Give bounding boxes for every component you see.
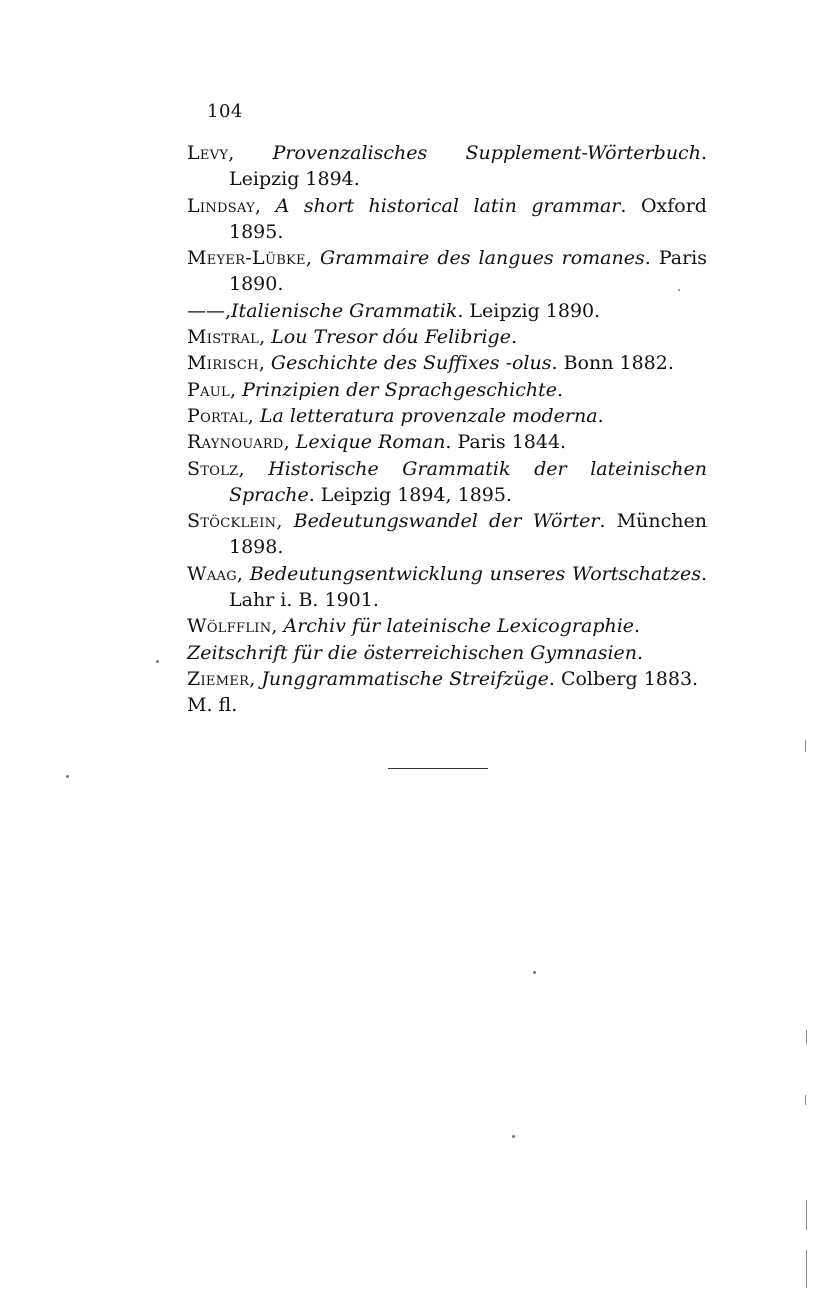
entry-title: La letteratura provenzale moderna — [259, 404, 598, 427]
entry-details: . — [597, 404, 604, 427]
entry-separator: , — [238, 457, 269, 480]
entry-author: Mirisch — [187, 352, 259, 375]
entry-title: Geschichte des Suffixes -olus — [270, 352, 552, 375]
bib-entry-lindsay — [187, 193, 707, 246]
bib-entry-meyer-luebke — [187, 245, 707, 298]
entry-author: Levy — [187, 142, 229, 164]
entry-details: M. fl. — [187, 694, 238, 717]
bib-entry-stolz — [187, 456, 707, 509]
entry-author: Wölfflin — [187, 615, 272, 638]
entry-author: Stolz — [187, 457, 239, 480]
entry-title: Junggrammatische Streifzüge — [261, 667, 549, 690]
bib-entry-woelfflin — [187, 613, 707, 639]
entry-separator: , — [305, 247, 320, 270]
scan-speck — [678, 289, 680, 291]
entry-title: Bedeutungswandel der Wörter — [293, 510, 600, 533]
entry-title: Archiv für lateinische Lexicographie — [283, 615, 635, 638]
entry-details: . — [510, 326, 518, 349]
bib-entry-levy — [187, 140, 707, 193]
entry-author: Portal — [187, 404, 248, 427]
entry-title: Lou Tresor dóu Felibrige — [271, 326, 511, 349]
bib-entry-paul — [187, 377, 707, 403]
entry-title: Zeitschrift für die österreichischen Gymnasien — [187, 641, 638, 664]
bib-entry-meyer-luebke-italienisch — [187, 298, 707, 324]
bib-entry-zeitschrift — [187, 640, 707, 666]
page-number: 104 — [207, 101, 243, 122]
entry-author: Lindsay — [187, 194, 255, 217]
bib-entry-closing-note — [187, 692, 707, 718]
entry-details: . Oxford 1895. — [229, 194, 707, 243]
page-edge-mark — [806, 1030, 807, 1044]
entry-details: . Colberg 1883. — [548, 667, 699, 690]
entry-details: . Leipzig 1894. — [229, 142, 707, 191]
bib-entry-mistral — [187, 324, 707, 350]
entry-title: Provenzalisches Supplement-Wörterbuch — [272, 142, 701, 164]
entry-separator: , — [229, 378, 243, 401]
scan-speck — [156, 660, 159, 663]
entry-separator: , — [236, 562, 250, 585]
entry-details: . Paris 1844. — [445, 431, 567, 454]
entry-separator: , — [255, 194, 276, 217]
entry-title: A short historical latin grammar — [275, 194, 621, 217]
bibliography-list — [187, 140, 707, 719]
page-edge-mark — [805, 740, 806, 752]
entry-title: Lexique Roman — [295, 431, 446, 454]
entry-title: Historische Grammatik der lateinischen Sprache — [229, 457, 707, 506]
entry-author: Mistral — [187, 326, 260, 349]
bib-entry-waag — [187, 561, 707, 614]
scan-speck — [66, 775, 69, 778]
entry-separator: , — [276, 510, 294, 533]
page-edge-mark — [805, 1095, 806, 1105]
entry-details: . Bonn 1882. — [551, 352, 674, 375]
entry-details: . — [634, 615, 641, 638]
bib-entry-stoecklein — [187, 508, 707, 561]
entry-details: . — [556, 378, 564, 401]
entry-separator: , — [225, 299, 232, 322]
entry-separator: , — [247, 404, 260, 427]
entry-ditto-dash: —— — [187, 299, 225, 322]
page-edge-mark — [806, 1200, 807, 1230]
scan-speck — [533, 971, 536, 974]
entry-separator: , — [258, 352, 271, 375]
entry-details: . München 1898. — [229, 510, 707, 559]
page-edge-mark — [806, 1250, 807, 1288]
entry-title: Prinzipien der Sprachgeschichte — [242, 378, 557, 401]
entry-details: . Leipzig 1890. — [457, 299, 601, 322]
entry-author: Raynouard — [187, 431, 284, 454]
entry-author: Ziemer — [187, 667, 250, 690]
entry-separator: , — [228, 142, 273, 164]
section-end-rule — [388, 768, 488, 769]
entry-details: . — [637, 641, 644, 664]
bib-entry-portal — [187, 403, 707, 429]
entry-details: . Paris 1890. — [229, 247, 707, 296]
entry-title: Bedeutungsentwicklung unseres Wortschatzes — [249, 562, 701, 585]
bib-entry-ziemer — [187, 666, 707, 692]
entry-title: Italienische Grammatik — [231, 299, 458, 322]
entry-separator: , — [283, 431, 296, 454]
entry-author: Stöcklein — [187, 510, 277, 533]
bib-entry-raynouard — [187, 429, 707, 455]
entry-title: Grammaire des langues romanes — [319, 247, 645, 270]
entry-author: Meyer-Lübke — [187, 247, 306, 270]
entry-author: Waag — [187, 562, 237, 585]
entry-details: . Lahr i. B. 1901. — [229, 562, 707, 612]
entry-separator: , — [249, 667, 262, 690]
entry-author: Paul — [187, 378, 230, 401]
entry-separator: , — [259, 326, 272, 349]
entry-details: . Leipzig 1894, 1895. — [308, 483, 513, 506]
bib-entry-mirisch — [187, 350, 707, 376]
entry-separator: , — [271, 615, 284, 638]
scan-speck — [512, 1135, 515, 1138]
